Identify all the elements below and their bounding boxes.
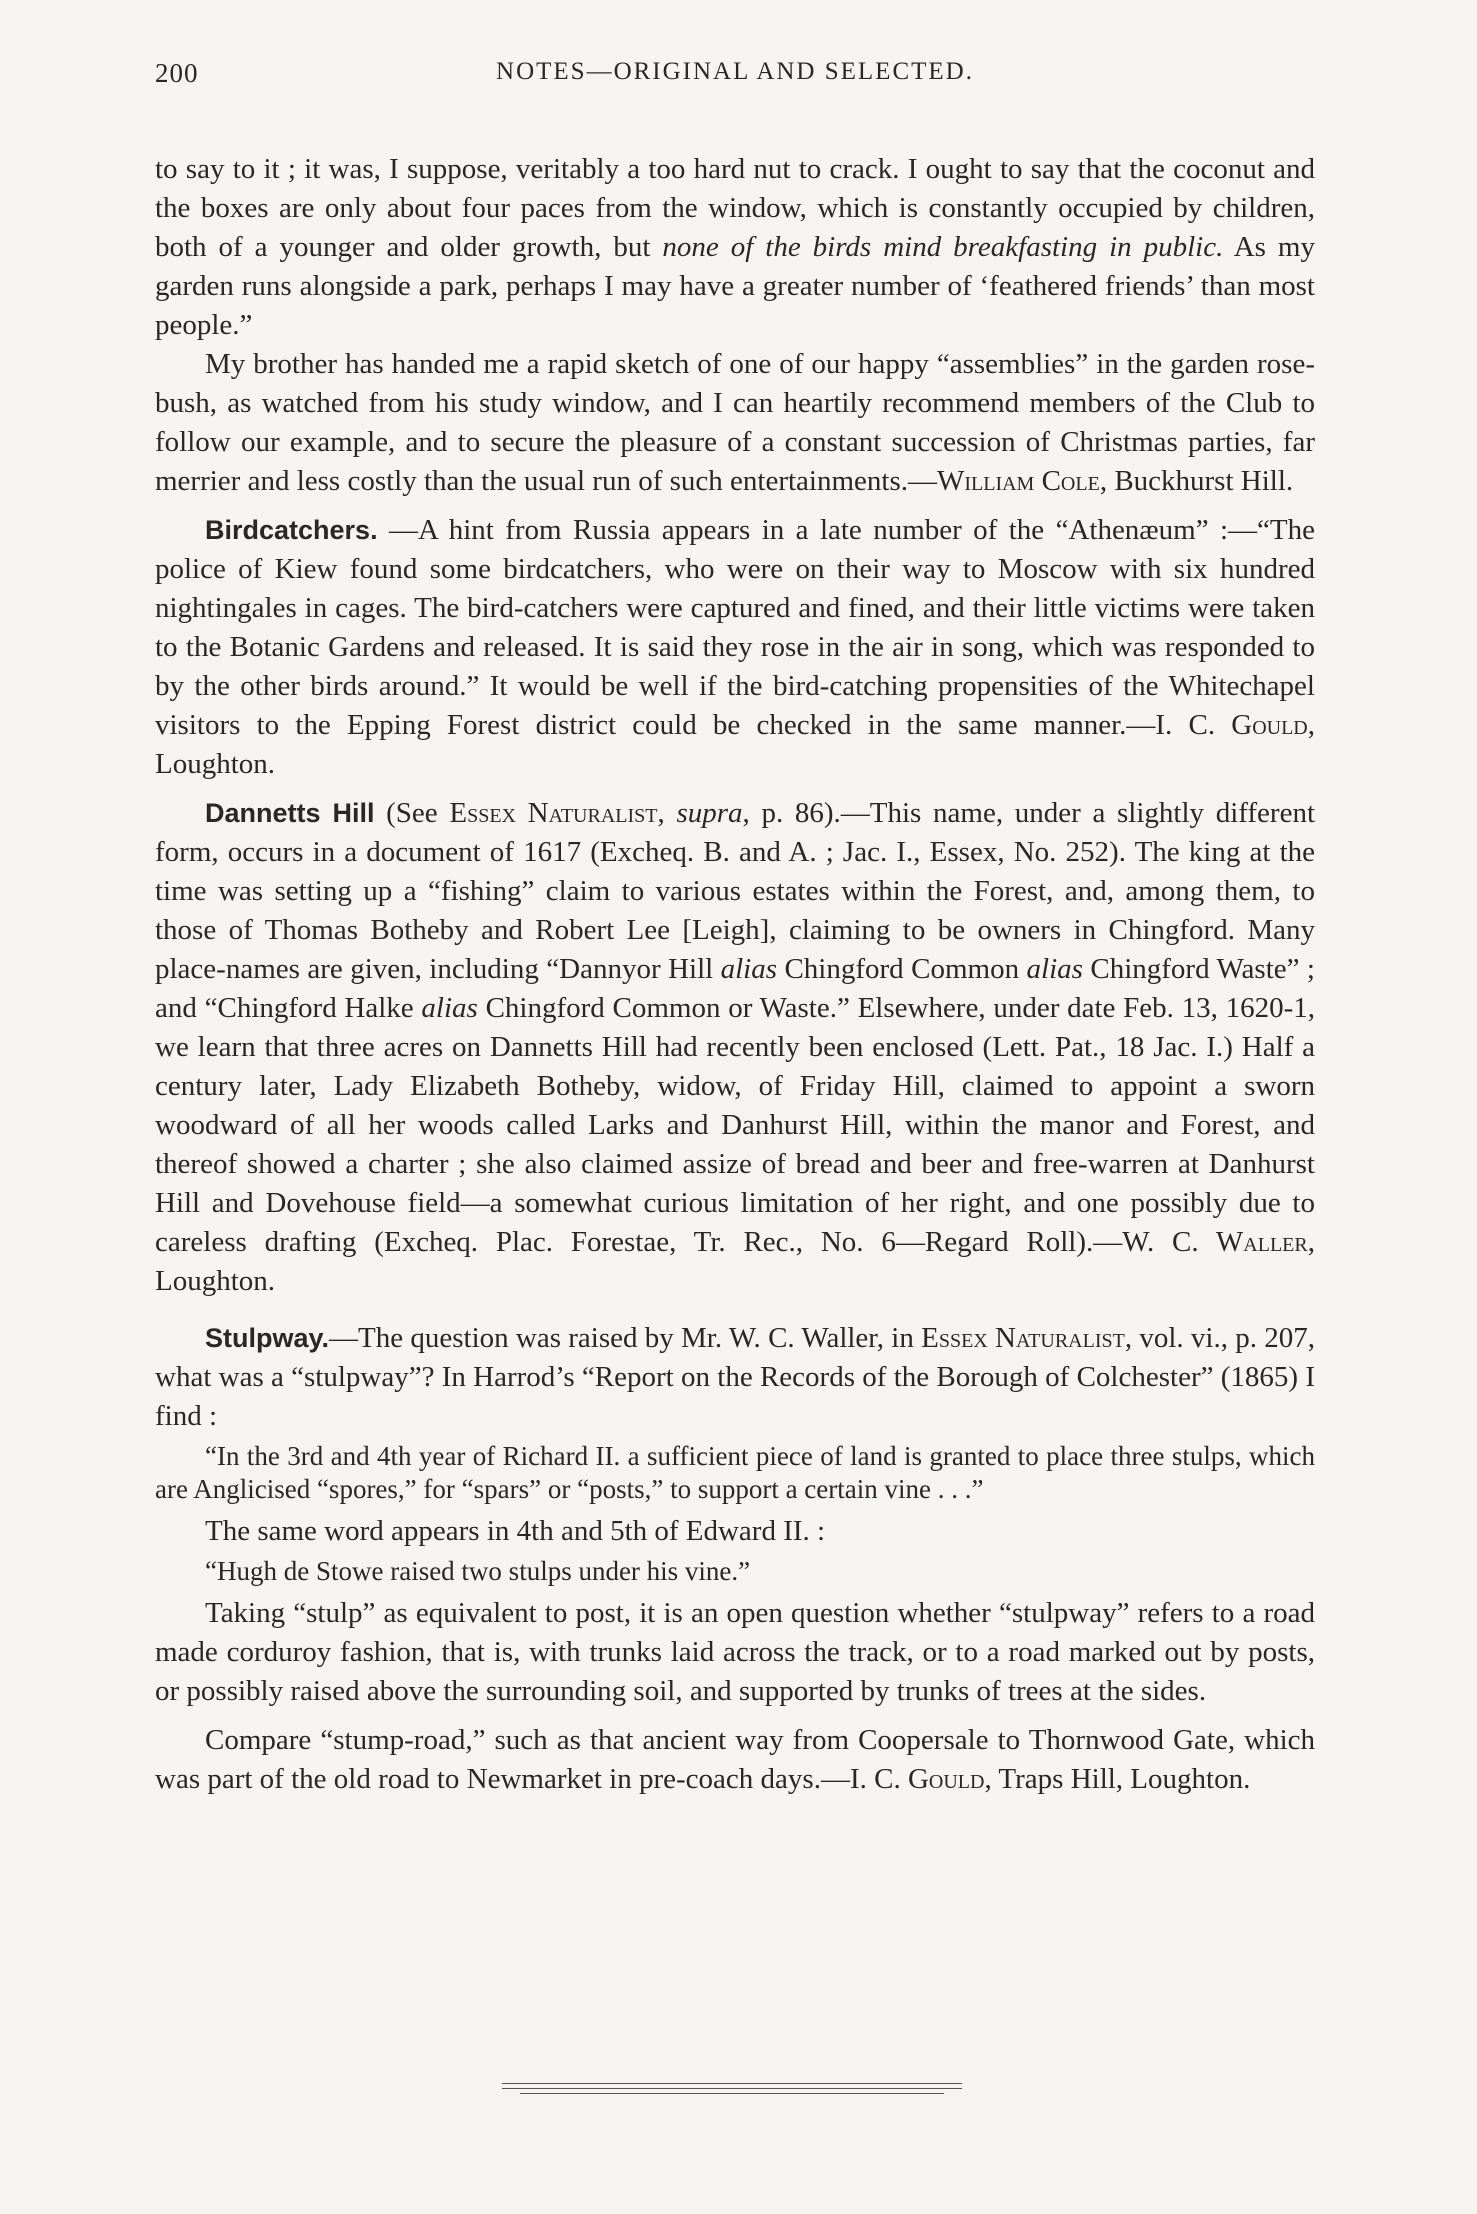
paragraph-text: Chingford Common or Waste.” Elsewhere, under date Feb. 13, 1620-1, we learn that three acres on Dannetts Hill had recently been enclosed (Lett. Pat., 18 Jac. I.) Half a century later, Lady Elizabeth Botheby, widow, of Friday Hill, claimed to appoint a sworn woodward of all her woods called Larks and Danhurst Hill, within the manor and Forest, and thereof showed a charter ; she also claimed assize of bread and beer and free-warren at Danhurst Hill and Dovehouse field—a somewhat curious limitation of her right, and one possibly due to careless drafting (Excheq. Plac. Forestae, Tr. Rec., No. 6—Regard Roll).— [155, 992, 1316, 1258]
paragraph-text: , [657, 797, 677, 829]
paragraph-text: —The question was raised by Mr. W. C. Waller, in [329, 1322, 922, 1354]
note-birdcatchers [155, 511, 1315, 784]
block-quote-hugh [155, 1555, 1315, 1588]
journal-name: Essex Naturalist [449, 797, 658, 829]
author-name: I. C. Gould [849, 1763, 985, 1795]
italic-phrase: none of the birds mind breakfasting in public. [662, 231, 1224, 263]
paragraph-text: My brother has handed me a rapid sketch of one of our happy “assemblies” in the garden rose-bush, as watched from his study window, and I can heartily recommend members of the Club to follow our example, and to secure the pleasure of a constant succession of Christmas parties, far merrier and less costly than the usual run of such entertainments.— [155, 348, 1315, 497]
italic-phrase: alias [421, 992, 478, 1024]
note-heading: Stulpway. [205, 1323, 330, 1353]
italic-phrase: supra [676, 797, 743, 829]
paragraph-text: Chingford Common [777, 953, 1027, 985]
paragraph-text: Chingford Waste” ; and “Chingford Halke [155, 953, 1315, 1024]
document-page [155, 58, 1315, 1799]
author-name: William Cole [936, 465, 1100, 497]
author-place: , Loughton. [155, 709, 1315, 780]
section-divider [520, 2093, 944, 2094]
paragraph-compare [155, 1721, 1315, 1799]
italic-phrase: alias [720, 953, 778, 985]
paragraph-taking-stulp: Taking “stulp” as equivalent to post, it is an open question whether “stulpway” refers to a road made corduroy fashion, that is, with trunks laid across the track, or to a road marked out by posts, or possibly raised above the surrounding soil, and supported by trunks of trees at the sides. [155, 1597, 1315, 1707]
paragraph-text: Compare “stump-road,” such as that ancient way from Coopersale to Thornwood Gate, which was part of the old road to Newmarket in pre-coach days.— [155, 1724, 1315, 1795]
paragraph-text: (See [374, 797, 450, 829]
italic-phrase: alias [1026, 953, 1083, 985]
paragraph-coconut [155, 150, 1315, 345]
note-heading: Dannetts Hill [205, 798, 375, 828]
page-header [155, 58, 1315, 106]
quote-text: “Hugh de Stowe raised two stulps under his vine.” [205, 1556, 751, 1586]
paragraph-text: , vol. vi., p. 207, what was a “stulpway”? In Harrod’s “Report on the Records of the Borough of Colchester” (1865) I find : [155, 1322, 1315, 1432]
page-number: 200 [155, 58, 199, 88]
section-divider [502, 2088, 962, 2089]
section-divider [502, 2083, 962, 2084]
author-name: I. C. Gould [1155, 709, 1308, 741]
running-title: NOTES—ORIGINAL AND SELECTED. [496, 58, 974, 85]
quote-text: “In the 3rd and 4th year of Richard II. a sufficient piece of land is granted to place three stulps, which are Anglicised “spores,” for “spars” or “posts,” to support a certain vine . . .” [155, 1441, 1315, 1504]
author-place: , Traps Hill, Loughton. [984, 1763, 1251, 1795]
article-body [155, 150, 1315, 1799]
note-stulpway [155, 1319, 1315, 1436]
paragraph-rose-bush [155, 345, 1315, 501]
paragraph-text: —A hint from Russia appears in a late number of the “Athenæum” :—“The police of Kiew found some birdcatchers, who were on their way to Moscow with six hundred nightingales in cages. The bird-catchers were captured and fined, and their little victims were taken to the Botanic Gardens and released. It is said they rose in the air in song, which was responded to by the other birds around.” It would be well if the bird-catching propensities of the Whitechapel visitors to the Epping Forest district could be checked in the same manner.— [155, 514, 1315, 741]
paragraph-text: , p. 86).—This name, under a slightly different form, occurs in a document of 1617 (Excheq. B. and A. ; Jac. I., Essex, No. 252). The king at the time was setting up a “fishing” claim to various estates within the Forest, and, among them, to those of Thomas Botheby and Robert Lee [Leigh], claiming to be owners in Chingford. Many place-names are given, including “Dannyor Hill [155, 797, 1316, 985]
journal-name: Essex Naturalist [921, 1322, 1125, 1354]
paragraph-edward: The same word appears in 4th and 5th of Edward II. : [205, 1515, 826, 1547]
author-name: W. C. Waller [1122, 1226, 1308, 1258]
paragraph-text: As my garden runs alongside a park, perhaps I may have a greater number of ‘feathered friends’ than most people.” [155, 231, 1315, 341]
paragraph-text: to say to it ; it was, I suppose, veritably a too hard nut to crack. I ought to say that the coconut and the boxes are only about four paces from the window, which is constantly occupied by children, both of a younger and older growth, but [155, 153, 1315, 263]
block-quote-richard [155, 1440, 1315, 1506]
author-place: , Buckhurst Hill. [1099, 465, 1294, 497]
author-place: , Loughton. [155, 1226, 1315, 1297]
note-dannetts-hill [155, 794, 1315, 1301]
note-heading: Birdcatchers. [205, 515, 378, 545]
